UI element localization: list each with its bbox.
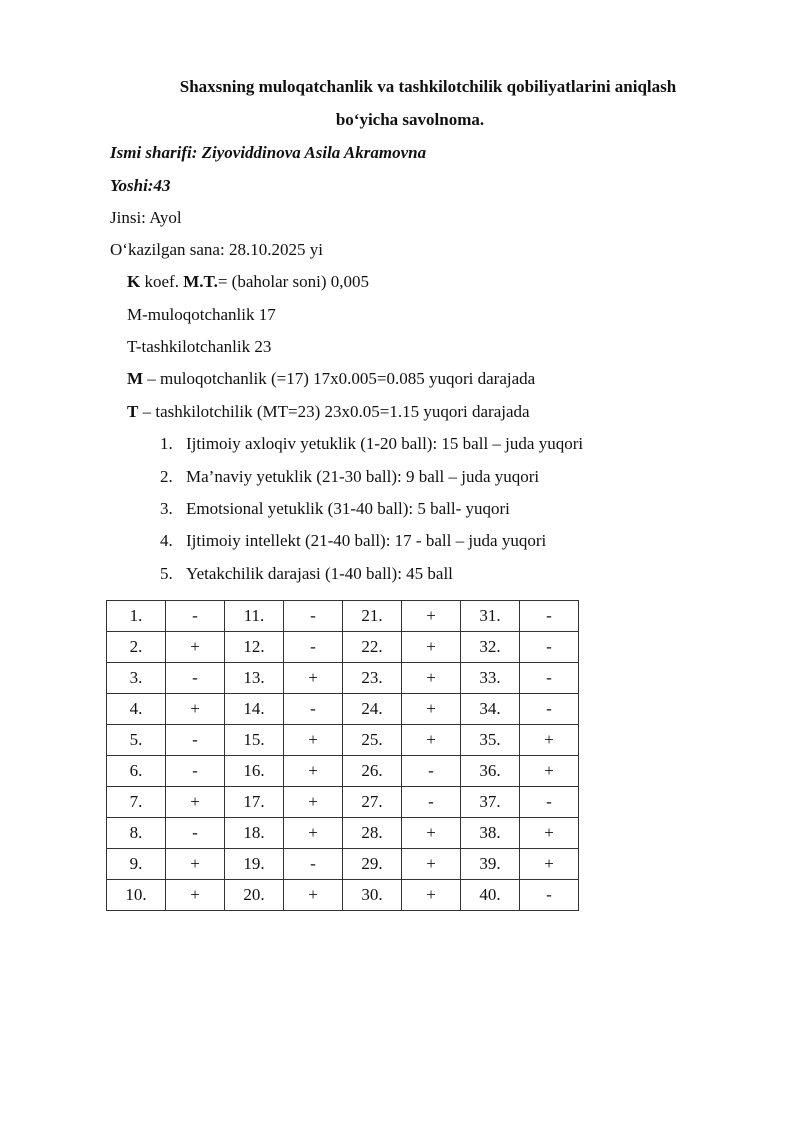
question-number-cell: 28. xyxy=(343,818,402,849)
question-number-cell: 13. xyxy=(225,663,284,694)
answer-cell: + xyxy=(402,601,461,632)
answer-cell: + xyxy=(402,725,461,756)
question-number-cell: 20. xyxy=(225,880,284,911)
answer-cell: + xyxy=(402,849,461,880)
answer-cell: - xyxy=(284,632,343,663)
question-number-cell: 9. xyxy=(107,849,166,880)
t-calc-line xyxy=(127,402,530,422)
question-number-cell: 10. xyxy=(107,880,166,911)
question-number-cell: 21. xyxy=(343,601,402,632)
question-number-cell: 4. xyxy=(107,694,166,725)
answer-cell: - xyxy=(402,756,461,787)
question-number-cell: 17. xyxy=(225,787,284,818)
question-number-cell: 8. xyxy=(107,818,166,849)
k-label: K xyxy=(127,272,141,291)
question-number-cell: 31. xyxy=(461,601,520,632)
answer-cell: + xyxy=(166,632,225,663)
answer-cell: + xyxy=(520,756,579,787)
mt-label: M.T. xyxy=(183,272,218,291)
question-number-cell: 23. xyxy=(343,663,402,694)
question-number-cell: 26. xyxy=(343,756,402,787)
answer-cell: - xyxy=(284,849,343,880)
t-score-line: T-tashkilotchanlik 23 xyxy=(127,337,272,356)
question-number-cell: 24. xyxy=(343,694,402,725)
age-field: Yoshi:43 xyxy=(110,176,171,195)
answer-cell: + xyxy=(520,849,579,880)
doc-title-line2: bo‘yicha savolnoma. xyxy=(335,110,485,129)
result-item: 5. Yetakchilik darajasi (1-40 ball): 45 ball xyxy=(160,564,453,583)
date-field: O‘kazilgan sana: 28.10.2025 yi xyxy=(110,240,323,259)
table-row xyxy=(107,818,579,849)
question-number-cell: 6. xyxy=(107,756,166,787)
k-text2: = (baholar soni) 0,005 xyxy=(217,272,370,291)
result-item: 4. Ijtimoiy intellekt (21-40 ball): 17 - ball – juda yuqori xyxy=(160,531,547,550)
question-number-cell: 15. xyxy=(225,725,284,756)
table-row xyxy=(107,725,579,756)
question-number-cell: 29. xyxy=(343,849,402,880)
t-calc-text: – tashkilotchilik (MT=23) 23x0.05=1.15 yuqori darajada xyxy=(138,402,530,421)
question-number-cell: 22. xyxy=(343,632,402,663)
table-row xyxy=(107,601,579,632)
answer-cell: + xyxy=(284,756,343,787)
question-number-cell: 36. xyxy=(461,756,520,787)
question-number-cell: 11. xyxy=(225,601,284,632)
answer-cell: + xyxy=(402,663,461,694)
result-item: 3. Emotsional yetuklik (31-40 ball): 5 ball- yuqori xyxy=(160,499,510,518)
name-field: Ismi sharifi: Ziyoviddinova Asila Akramovna xyxy=(110,143,427,162)
answers-table xyxy=(106,600,579,911)
coefficient-line xyxy=(127,272,369,292)
answer-cell: - xyxy=(166,601,225,632)
m-calc-line xyxy=(127,369,535,389)
answer-cell: + xyxy=(402,818,461,849)
answer-cell: - xyxy=(166,725,225,756)
k-text1: koef. xyxy=(140,272,184,291)
question-number-cell: 3. xyxy=(107,663,166,694)
m-label: M xyxy=(127,369,144,388)
table-row xyxy=(107,663,579,694)
answer-cell: + xyxy=(520,818,579,849)
table-row xyxy=(107,880,579,911)
question-number-cell: 38. xyxy=(461,818,520,849)
gender-field: Jinsi: Ayol xyxy=(110,208,182,227)
question-number-cell: 2. xyxy=(107,632,166,663)
answer-cell: - xyxy=(166,818,225,849)
m-score-line: M-muloqotchanlik 17 xyxy=(127,305,276,324)
question-number-cell: 27. xyxy=(343,787,402,818)
question-number-cell: 40. xyxy=(461,880,520,911)
result-item: 2. Ma’naviy yetuklik (21-30 ball): 9 ball – juda yuqori xyxy=(160,467,540,486)
table-row xyxy=(107,632,579,663)
question-number-cell: 33. xyxy=(461,663,520,694)
answer-cell: - xyxy=(520,601,579,632)
answer-cell: - xyxy=(166,663,225,694)
answer-cell: + xyxy=(402,632,461,663)
answer-cell: - xyxy=(520,787,579,818)
answer-cell: - xyxy=(520,694,579,725)
answer-cell: + xyxy=(166,849,225,880)
answer-cell: + xyxy=(402,694,461,725)
question-number-cell: 37. xyxy=(461,787,520,818)
answer-cell: - xyxy=(284,694,343,725)
table-row xyxy=(107,694,579,725)
answer-cell: - xyxy=(520,632,579,663)
answer-cell: - xyxy=(284,601,343,632)
answer-cell: - xyxy=(520,663,579,694)
table-row xyxy=(107,787,579,818)
question-number-cell: 18. xyxy=(225,818,284,849)
answer-cell: + xyxy=(284,818,343,849)
question-number-cell: 16. xyxy=(225,756,284,787)
question-number-cell: 34. xyxy=(461,694,520,725)
question-number-cell: 39. xyxy=(461,849,520,880)
question-number-cell: 12. xyxy=(225,632,284,663)
answer-cell: + xyxy=(284,787,343,818)
answer-cell: + xyxy=(284,725,343,756)
result-item: 1. Ijtimoiy axloqiv yetuklik (1-20 ball): 15 ball – juda yuqori xyxy=(160,434,584,453)
answer-cell: - xyxy=(520,880,579,911)
answer-cell: + xyxy=(166,787,225,818)
question-number-cell: 5. xyxy=(107,725,166,756)
answer-cell: - xyxy=(402,787,461,818)
answer-cell: + xyxy=(166,880,225,911)
question-number-cell: 30. xyxy=(343,880,402,911)
answer-cell: + xyxy=(284,663,343,694)
t-label: T xyxy=(127,402,139,421)
answer-cell: + xyxy=(166,694,225,725)
answer-cell: + xyxy=(284,880,343,911)
m-calc-text: – muloqotchanlik (=17) 17x0.005=0.085 yuqori darajada xyxy=(143,369,536,388)
question-number-cell: 35. xyxy=(461,725,520,756)
answer-cell: - xyxy=(166,756,225,787)
answer-cell: + xyxy=(520,725,579,756)
question-number-cell: 14. xyxy=(225,694,284,725)
question-number-cell: 19. xyxy=(225,849,284,880)
table-row xyxy=(107,849,579,880)
answer-cell: + xyxy=(402,880,461,911)
question-number-cell: 25. xyxy=(343,725,402,756)
question-number-cell: 7. xyxy=(107,787,166,818)
question-number-cell: 1. xyxy=(107,601,166,632)
doc-title-line1: Shaxsning muloqatchanlik va tashkilotchilik qobiliyatlarini aniqlash xyxy=(179,77,677,96)
question-number-cell: 32. xyxy=(461,632,520,663)
table-row xyxy=(107,756,579,787)
